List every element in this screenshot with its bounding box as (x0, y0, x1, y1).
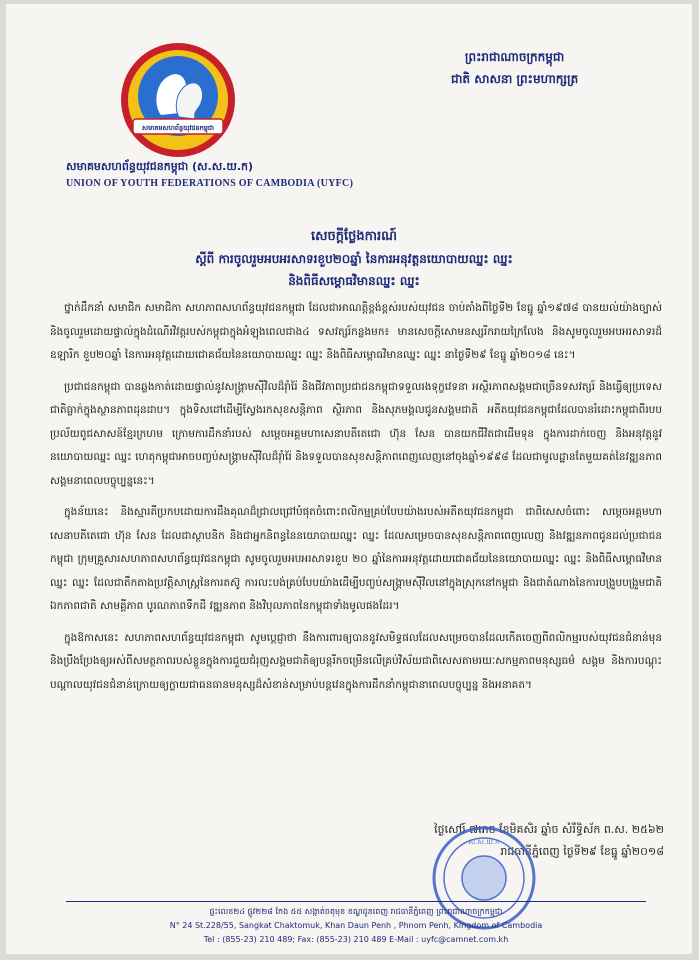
uyfc-logo (119, 41, 237, 159)
fax-value: (855-23) 210 489 (316, 935, 387, 944)
logo-ribbon-text: សមាគមសហព័ន្ធយុវជនកម្ពុជា (141, 124, 215, 132)
paragraph: ថ្នាក់ដឹកនាំ សមាជិក សមាជិកា សហភាពសហព័ន្ធយុវជនកម្ពុជា ដែលជាអាណត្តិខ្ពង់ខ្ពស់របស់យុវជន ចាប់តាំងពីថ្ងៃទី២ ខែធ្នូ ឆ្នាំ១៩៧៨ បានយល់យ៉ាងច្បាស់ និងចូលរួមដោយផ្ទាល់ក្នុងដំណើរវិវត្តរបស់កម្ពុជាក្នុងអំឡុងពេលជាង៤ ទសវត្សរ៍កន្លងមក៖ មានសេចក្តីសោមនស្សរីករាយក្រៃលែង និងសូមចូលរួមអបអរសាទរដ៏ឧឡារិក ខួប២០ឆ្នាំ នៃការអនុវត្តដោយជោគជ័យនៃនយោបាយឈ្នះ ឈ្នះ និងពិធីសម្ពោធវិមានឈ្នះ ឈ្នះ នាថ្ងៃទី២៩ ខែធ្នូ ឆ្នាំ២០១៨ នេះ។ (50, 302, 662, 361)
stamp-emblem (462, 856, 506, 900)
solar-date: រាជធានីភ្នំពេញ ថ្ងៃទី២៩ ខែធ្នូ ឆ្នាំ២០១៨ (500, 845, 664, 858)
footer-address-khmer: ផ្ទះលេខ២៤ ផ្លូវ២២៨ កែង ៥៥ សង្កាត់ចតុមុខ ខណ្ឌដូនពេញ រាជធានីភ្នំពេញ ព្រះរាជាណាចក្រកម្ពុជា (209, 907, 503, 916)
fax-label: Fax: (297, 935, 314, 944)
footer-contact (66, 933, 646, 947)
email-label: E-Mail : (389, 935, 419, 944)
title-heading: សេចក្តីថ្លែងការណ៍ (310, 229, 397, 244)
paragraph: ក្នុងន័យនេះ និងស្មារតីប្រកបដោយការដឹងគុណដ៏ជ្រាលជ្រៅបំផុតចំពោះពលិកម្មគ្រប់បែបយ៉ាងរបស់អតីតយុវជនកម្ពុជា ជាពិសេសចំពោះ សម្តេចអគ្គមហាសេនាបតីតេជោ ហ៊ុន សែន ដែលជាស្ថាបនិក និងជាអ្នកនិពន្ធនៃនយោបាយឈ្នះ ឈ្នះ ដែលសម្រេចបានសុខសន្តិភាពពេញលេញ និងវឌ្ឍនភាពជូនដល់ប្រជាជនកម្ពុជា ក្រុមគ្រួសារសហភាពសហព័ន្ធយុវជនកម្ពុជា សូមចូលរួមអបអរសាទរខួប ២០ ឆ្នាំនៃការអនុវត្តដោយជោគជ័យនៃនយោបាយឈ្នះ ឈ្នះ និងពិធីសម្ពោធវិមានឈ្នះ ឈ្នះ ដែលជាតឹកតាងប្រវត្តិសាស្ត្រនៃការតស៊ូ ការលះបង់គ្រប់បែបយ៉ាងដើម្បីបញ្ចប់សង្គ្រាមស៊ីវិលនៅក្នុងស្រុកនៅកម្ពុជា និងជាតំណាងនៃការបង្រួបបង្រួមជាតិ ឯកភាពជាតិ សាមគ្គីភាព បូរណភាពទឹកដី វឌ្ឍនភាព និងវិបុលភាពនៃកម្ពុជាទាំងមូលផងដែរ។ (50, 506, 662, 612)
tel-value: (855-23) 210 489; (222, 935, 296, 944)
motto-kingdom: ព្រះរាជាណាចក្រកម្ពុជា (464, 50, 565, 64)
paragraph: ក្នុងឱកាសនេះ សហភាពសហព័ន្ធយុវជនកម្ពុជា សូមប្តេជ្ញាថា នឹងការពារឲ្យបាននូវសមិទ្ធផលដែលសម្រេចបានដែលកើតចេញពីពលិកម្មរបស់យុវជនជំនាន់មុន និងប្រឹងប្រែងឲ្យអស់ពីសមត្ថភាពរបស់ខ្លួនក្នុងការជួយជំរុញសង្គមជាតិឲ្យបន្តរីកចម្រើនលើគ្រប់វិស័យជាពិសេសតាមរយៈសកម្មភាពមនុស្សធម៌ សង្គម និងការបណ្តុះបណ្តាលយុវជនជំនាន់ក្រោយឲ្យក្លាយជាធនធានមនុស្សដ៏សំខាន់សម្រាប់បន្តវេនក្នុងការដឹកនាំកម្ពុជានាពេលបច្ចុប្បន្ន និងអនាគត។ (50, 631, 662, 691)
lunar-date: ថ្ងៃសៅរ៍ ៧រោច ខែមិគសិរ ឆ្នាំច សំរឹទ្ធិស័ក ព.ស. ២៥៦២ (434, 823, 664, 836)
org-name-english: UNION OF YOUTH FEDERATIONS OF CAMBODIA (UYFC) (66, 178, 354, 189)
stamp-text: ស.ស.យ.ក (468, 838, 500, 846)
paragraph: ប្រជាជនកម្ពុជា បានឆ្លងកាត់ដោយផ្ទាល់នូវសង្គ្រាមស៊ីវិលដ៏រ៉ាំរ៉ៃ និងជីវភាពប្រជាជនកម្ពុជាទទួលរងទុក្ខវេទនា អស្ថិរភាពសង្គមជាច្រើនទសវត្សរ៍ និងធ្វើឲ្យប្រទេសជាតិធ្លាក់ក្នុងស្ថានភាពដុនដាប។ ក្នុងទិសដៅដើម្បីស្វែងរកសុខសន្តិភាព ស្ថិរភាព និងសុភមង្គលជូនសង្គមជាតិ អតីតយុវជនកម្ពុជាដែលបានរំដោះកម្ពុជាពីរបបប្រល័យពូជសាសន៍ខ្មែរក្រហម ក្រោមការដឹកនាំរបស់ សម្តេចអគ្គមហាសេនាបតីតេជោ ហ៊ុន សែន បានយកជីវិតជាដើមទុន ក្នុងការដាក់ចេញ និងអនុវត្តនូវនយោបាយឈ្នះ ឈ្នះ ហេតុកម្ពុជាអាចបញ្ចប់សង្គ្រាមស៊ីវិលដ៏រ៉ាំរ៉ៃ និងទទួលបានសុខសន្តិភាពពេញលេញនៅចុងឆ្នាំ១៩៩៨ ដែលជាមូលដ្ឋានតែមួយគត់នៃវឌ្ឍនភាពសង្គមនាពេលបច្ចុប្បន្ននេះ។ (50, 380, 662, 487)
title-subject: ស្តីពី ការចូលរួមអបអរសាទរខួប២០ឆ្នាំ នៃការអនុវត្តនយោបាយឈ្នះ ឈ្នះ (195, 252, 513, 266)
statement-body (50, 297, 662, 705)
title-subject-cont: និងពិធីសម្ពោធវិមានឈ្នះ ឈ្នះ (288, 274, 420, 288)
footer-address-english: N° 24 St.228/55, Sangkat Chaktomuk, Khan Daun Penh , Phnom Penh, Kingdom of Cambodia (169, 921, 543, 930)
org-name-khmer: សមាគមសហព័ន្ធយុវជនកម្ពុជា (ស.ស.យ.ក) (66, 160, 254, 173)
tel-label: Tel : (203, 935, 220, 944)
letter-footer (66, 901, 646, 947)
national-motto (451, 46, 578, 90)
motto-nation: ជាតិ សាសនា ព្រះមហាក្សត្រ (451, 72, 579, 86)
letter-page (6, 4, 692, 954)
email-value: uyfc@camnet.com.kh (421, 935, 509, 944)
statement-title (46, 226, 662, 292)
